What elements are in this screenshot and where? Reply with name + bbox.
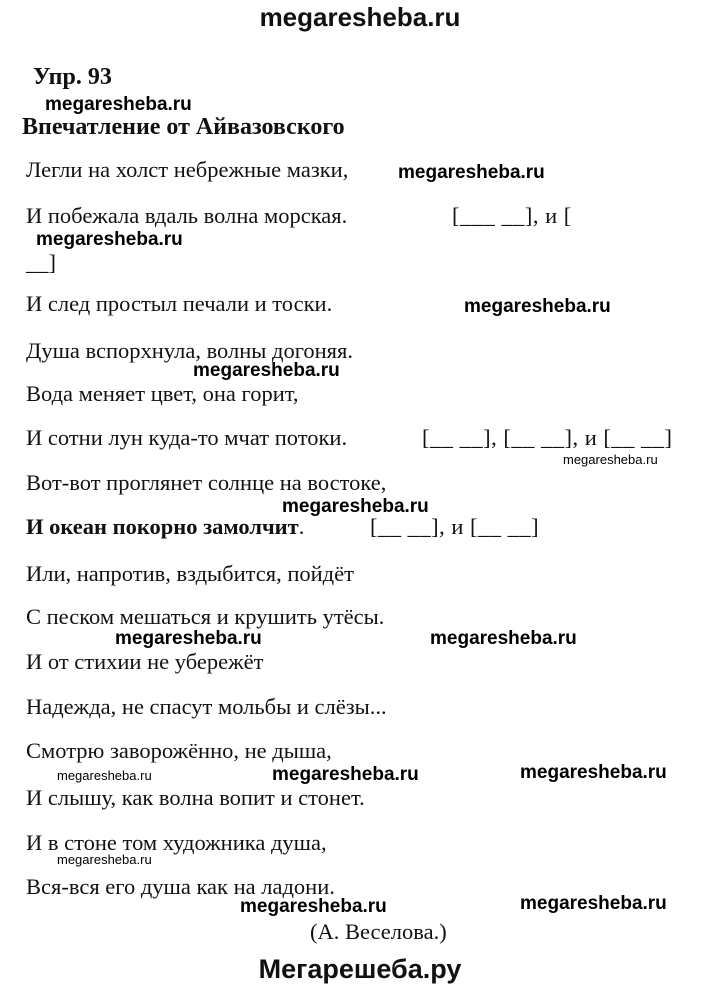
poem-line-12: Надежда, не спасут мольбы и слёзы... [26, 694, 387, 719]
watermark: megaresheba.ru [398, 162, 545, 183]
poem-line-6: И сотни лун куда-то мчат потоки. [26, 425, 348, 450]
watermark: megaresheba.ru [240, 896, 387, 917]
poem-line-10: С песком мешаться и крушить утёсы. [26, 604, 385, 629]
sentence-scheme-moons: [__ __], [__ __], и [__ __] [422, 425, 673, 450]
poem-line-2: И побежала вдаль волна морская. [26, 203, 348, 228]
watermark: megaresheba.ru [115, 628, 262, 649]
poem-line-15: И в стоне том художника душа, [26, 830, 327, 855]
watermark: megaresheba.ru [45, 94, 192, 115]
watermark: megaresheba.ru [464, 296, 611, 317]
poem-line-16: Вся-вся его душа как на ладони. [26, 874, 335, 899]
sentence-scheme-wave: [___ __], и [ [452, 203, 572, 228]
poem-line-13: Смотрю заворожённо, не дыша, [26, 738, 332, 763]
watermark: megaresheba.ru [282, 496, 429, 517]
watermark: megaresheba.ru [36, 229, 183, 250]
site-footer[interactable]: Мегарешеба.ру [258, 954, 462, 984]
poem-line-8-text: И океан покорно замолчит [26, 514, 299, 539]
watermark: megaresheba.ru [57, 768, 152, 783]
site-header[interactable]: megaresheba.ru [259, 2, 461, 32]
poem-line-11: И от стихии не убережёт [26, 649, 264, 674]
poem-line-14: И слышу, как волна вопит и стонет. [26, 785, 365, 810]
poem-line-2-continuation: __] [26, 250, 56, 275]
watermark: megaresheba.ru [193, 360, 340, 381]
poem-title: Впечатление от Айвазовского [22, 114, 345, 140]
poem-line-5: Вода меняет цвет, она горит, [26, 381, 299, 406]
poem-attribution: (А. Веселова.) [310, 919, 447, 944]
watermark: megaresheba.ru [57, 852, 152, 867]
watermark: megaresheba.ru [430, 628, 577, 649]
poem-line-8 [26, 513, 304, 541]
watermark: megaresheba.ru [520, 762, 667, 783]
sentence-scheme-ocean: [__ __], и [__ __] [370, 514, 540, 539]
poem-line-3: И след простыл печали и тоски. [26, 291, 333, 316]
poem-line-4: Душа вспорхнула, волны догоняя. [26, 338, 353, 363]
watermark: megaresheba.ru [563, 452, 658, 467]
watermark: megaresheba.ru [520, 893, 667, 914]
poem-line-1: Легли на холст небрежные мазки, [26, 157, 349, 182]
poem-line-8-period: . [298, 514, 305, 539]
poem-line-9: Или, напротив, вздыбится, пойдёт [26, 561, 354, 586]
watermark: megaresheba.ru [272, 764, 419, 785]
exercise-number: Упр. 93 [33, 64, 112, 90]
poem-line-7: Вот-вот проглянет солнце на востоке, [26, 470, 387, 495]
